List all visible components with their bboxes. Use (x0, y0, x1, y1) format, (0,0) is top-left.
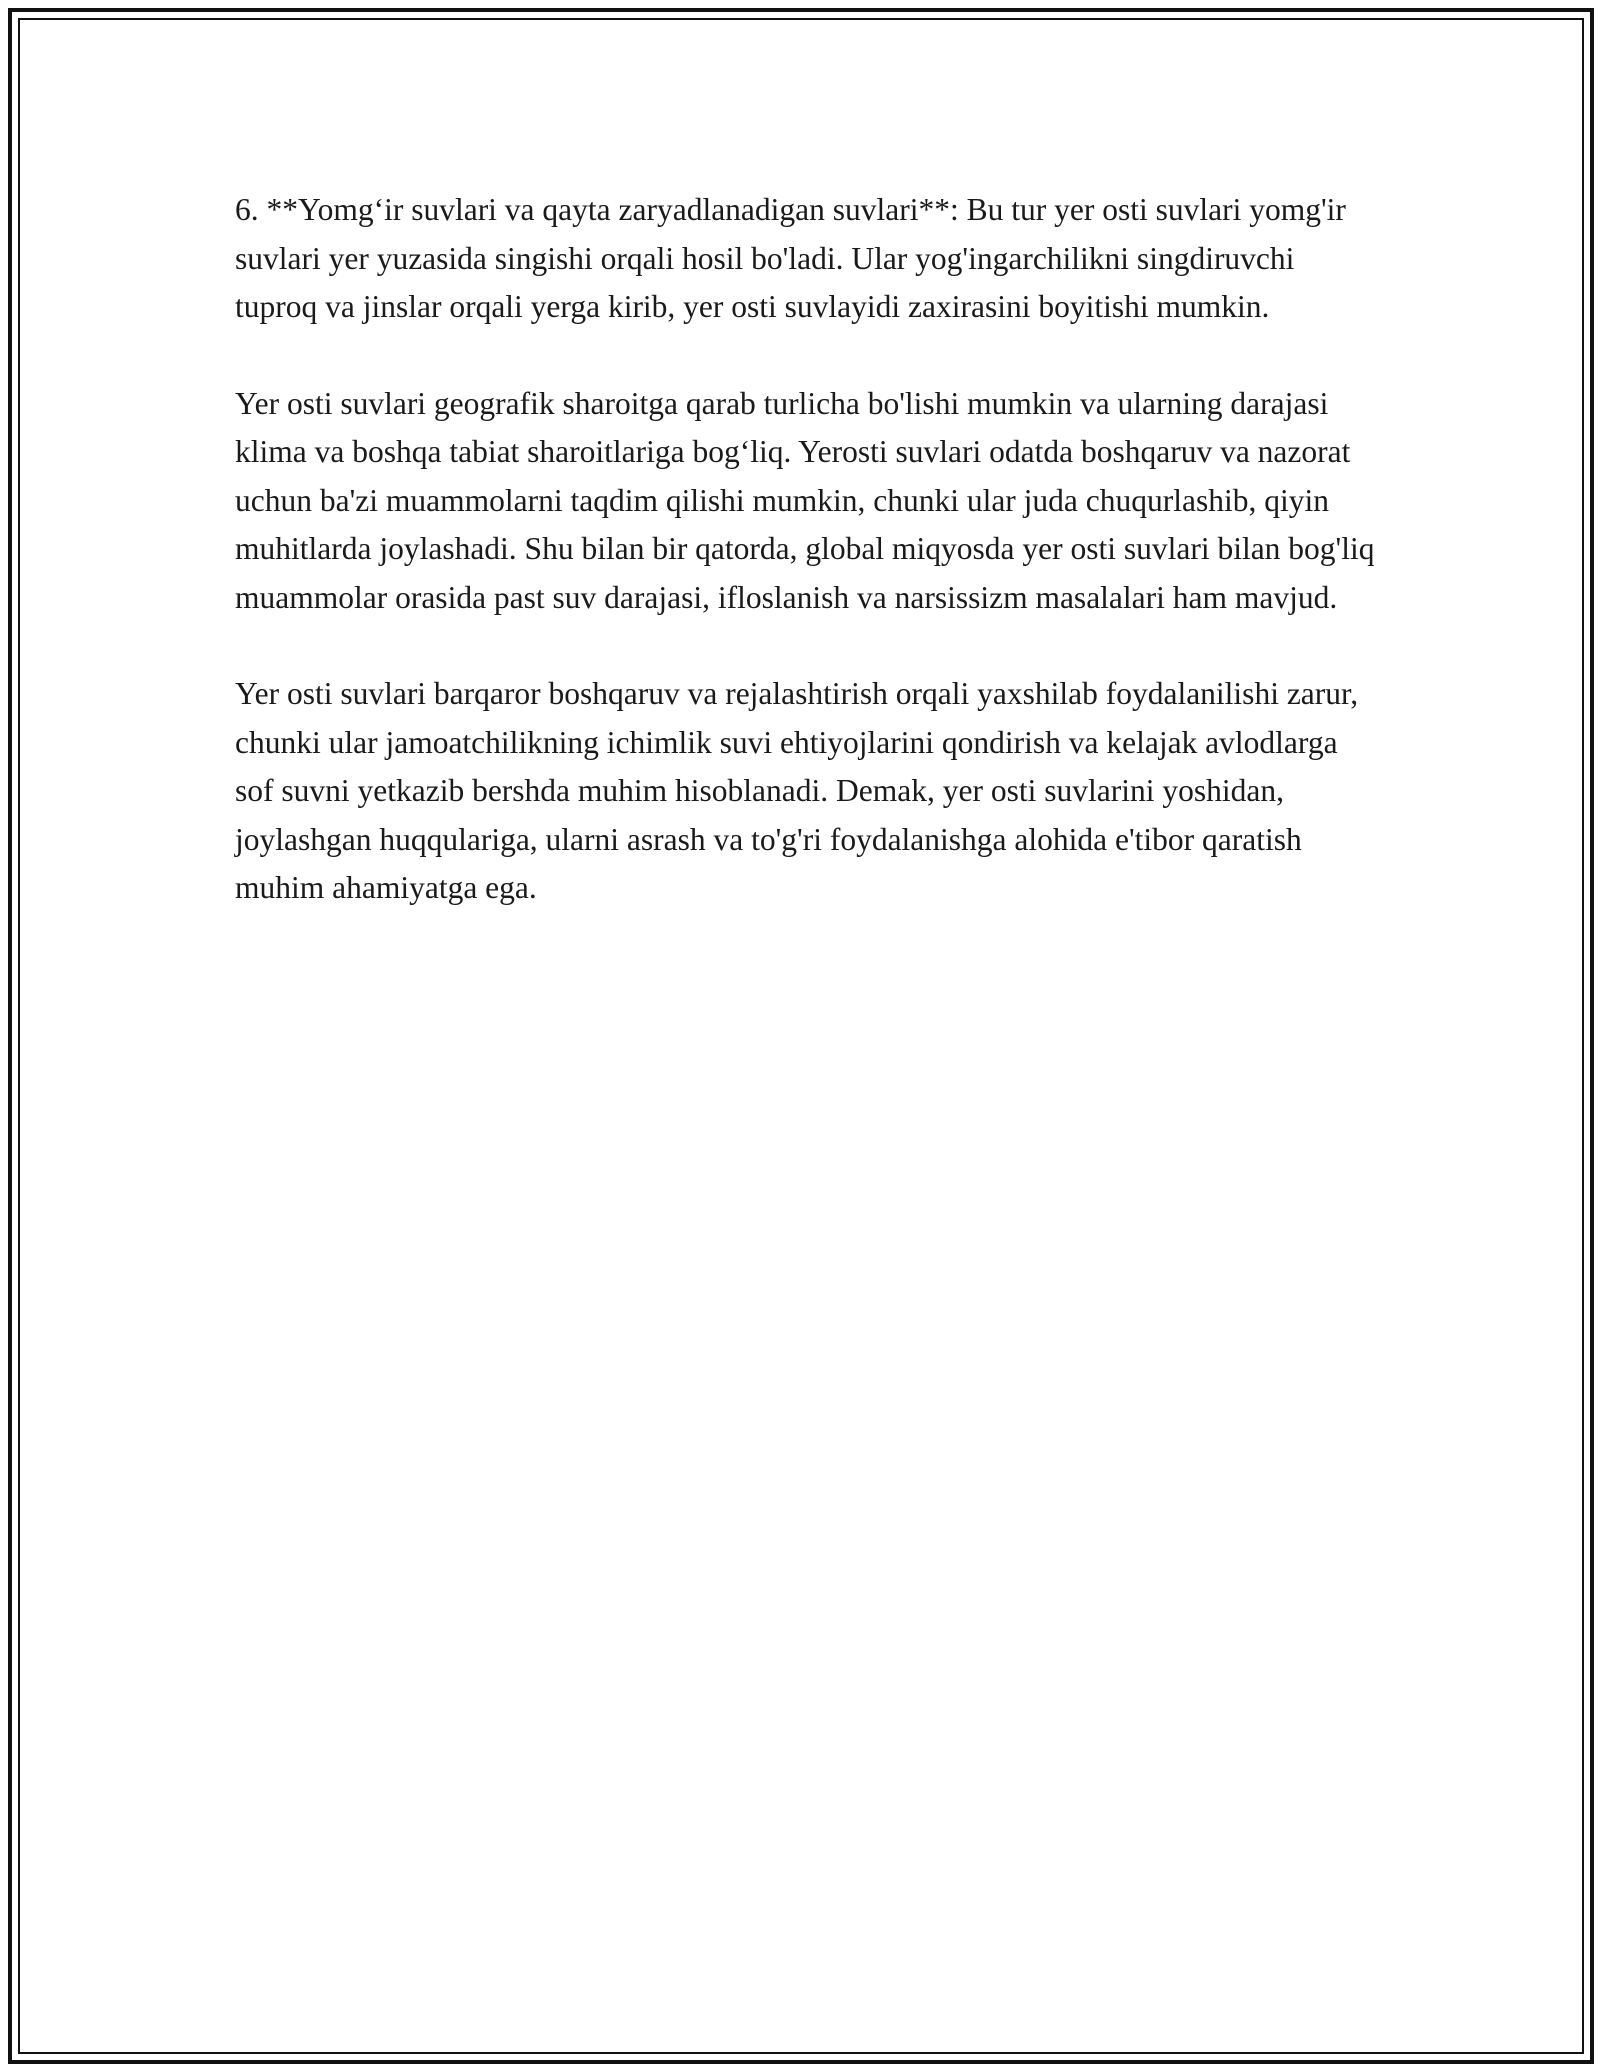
paragraph-sustainable-management: Yer osti suvlari barqaror boshqaruv va rejalashtirish orqali yaxshilab foydalanilishi zarur, chunki ular jamoatchilikning ichimlik suvi ehtiyojlarini qondirish va kelajak avlodlarga sof suvni yetkazib bershda muhim hisoblanadi. Demak, yer osti suvlarini yoshidan, joylashgan huqqulariga, ularni asrash va to'g'ri foydalanishga alohida e'tibor qaratish muhim ahamiyatga ega. (235, 676, 1359, 905)
document-body (235, 186, 1375, 961)
paragraph-geographic-conditions: Yer osti suvlari geografik sharoitga qarab turlicha bo'lishi mumkin va ularning darajasi klima va boshqa tabiat sharoitlariga bog‘liq. Yerosti suvlari odatda boshqaruv va nazorat uchun ba'zi muammolarni taqdim qilishi mumkin, chunki ular juda chuqurlashib, qiyin muhitlarda joylashadi. Shu bilan bir qatorda, global miqyosda yer osti suvlari bilan bog'liq muammolar orasida past suv darajasi, ifloslanish va narsissizm masalalari ham mavjud. (235, 385, 1375, 615)
paragraph-recharge-water: 6. **Yomg‘ir suvlari va qayta zaryadlanadigan suvlari**: Bu tur yer osti suvlari yomg'ir suvlari yer yuzasida singishi orqali hosil bo'ladi. Ular yog'ingarchilikni singdiruvchi tuproq va jinslar orqali yerga kirib, yer osti suvlayidi zaxirasini boyitishi mumkin. (235, 192, 1346, 324)
